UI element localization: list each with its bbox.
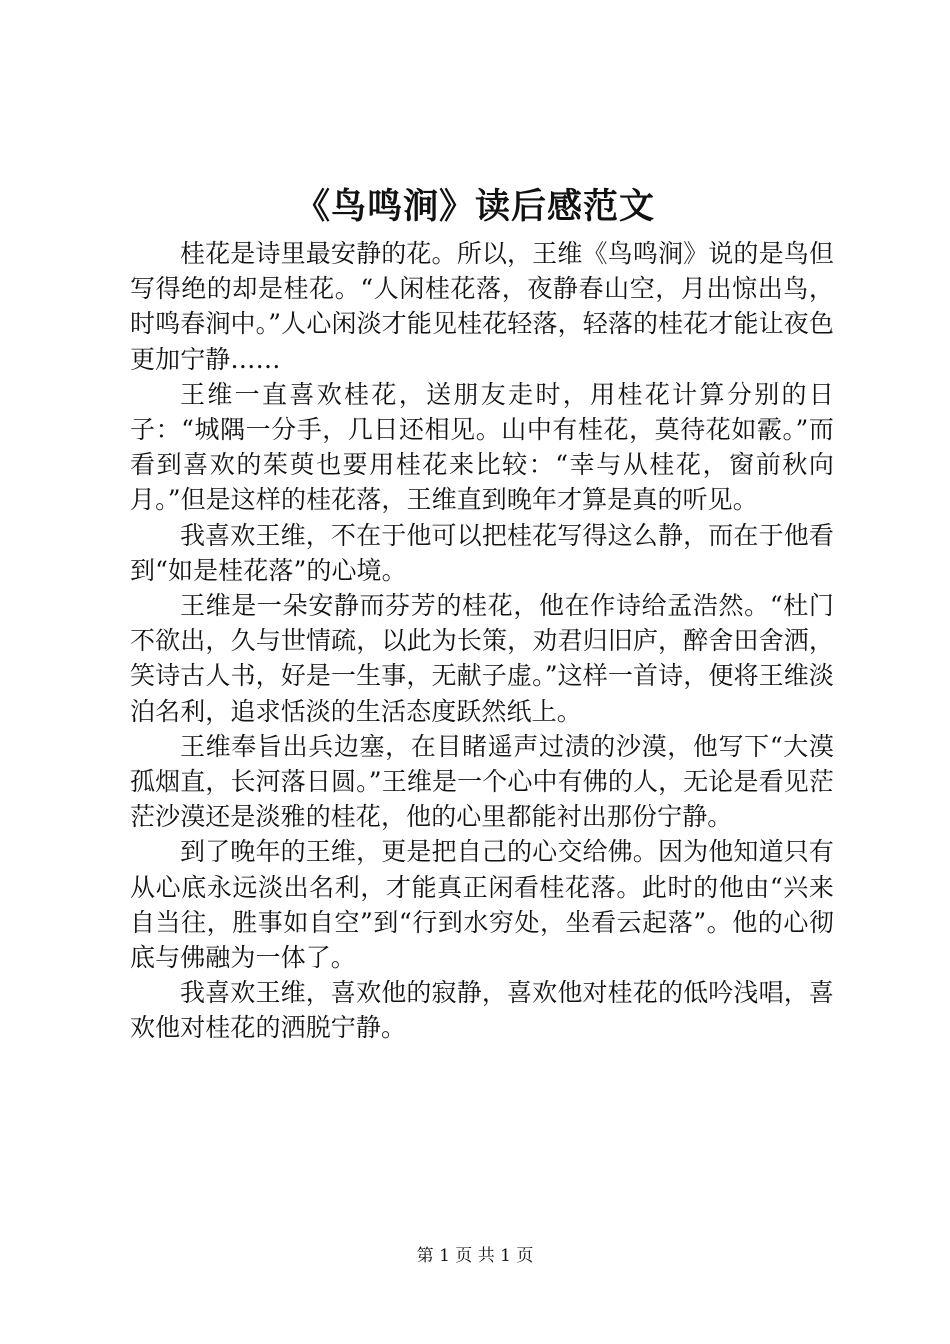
- paragraph-3: 我喜欢王维，不在于他可以把桂花写得这么静，而在于他看到“如是桂花落”的心境。: [130, 520, 834, 585]
- paragraph-4: 王维是一朵安静而芬芳的桂花，他在作诗给孟浩然。“杜门不欲出，久与世情疏，以此为长策，劝君归旧庐，醉舍田舍洒，笑诗古人书，好是一生事，无献子虚。”这样一首诗，便将王维淡泊名利，追求恬淡的生活态度跃然纸上。: [130, 591, 834, 726]
- document-title: 《鸟鸣涧》读后感范文: [294, 186, 655, 227]
- paragraph-7: 我喜欢王维，喜欢他的寂静，喜欢他对桂花的低吟浅唱，喜欢他对桂花的洒脱宁静。: [130, 978, 834, 1043]
- paragraph-2: 王维一直喜欢桂花，送朋友走时，用桂花计算分别的日子：“城隅一分手，几日还相见。山中有桂花，莫待花如霰。”而看到喜欢的茱萸也要用桂花来比较：“幸与从桂花，窗前秋向月。”但是这样的桂花落，王维直到晚年才算是真的听见。: [130, 379, 834, 515]
- paragraph-6: 到了晚年的王维，更是把自己的心交给佛。因为他知道只有从心底永远淡出名利，才能真正闲看桂花落。此时的他由“兴来自当往，胜事如自空”到“行到水穷处，坐看云起落”。他的心彻底与佛融为一体了。: [130, 837, 834, 973]
- page-number-footer: 第 1 页 共 1 页: [416, 1246, 534, 1266]
- paragraph-1: 桂花是诗里最安静的花。所以，王维《鸟鸣涧》说的是鸟但写得绝的却是桂花。“人闲桂花落，夜静春山空，月出惊出鸟，时鸣春涧中。”人心闲淡才能见桂花轻落，轻落的桂花才能让夜色更加宁静……: [130, 239, 834, 374]
- paragraph-5: 王维奉旨出兵边塞，在目睹遥声过渍的沙漠，他写下“大漠孤烟直，长河落日圆。”王维是一个心中有佛的人，无论是看见茫茫沙漠还是淡雅的桂花，他的心里都能衬出那份宁静。: [130, 731, 834, 832]
- document-body: [130, 236, 834, 1046]
